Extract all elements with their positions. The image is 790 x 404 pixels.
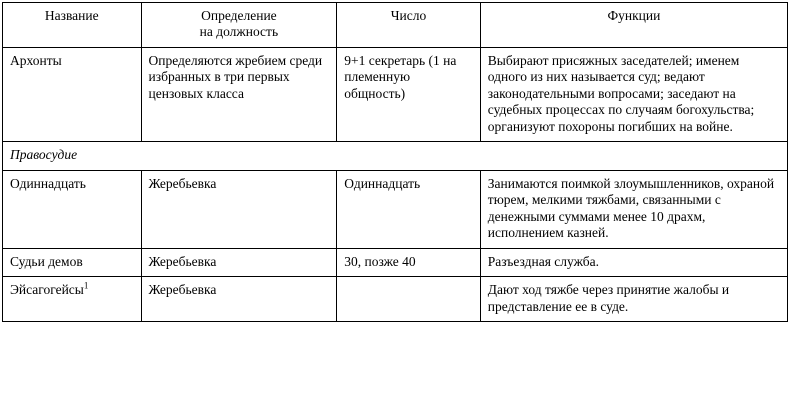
column-header-definition: [141, 3, 337, 48]
cell-definition: Жеребьевка: [141, 277, 337, 322]
column-header-number: Число: [337, 3, 481, 48]
column-header-functions: Функции: [480, 3, 787, 48]
cell-number: Одиннадцать: [337, 170, 481, 248]
column-header-definition-line2: на должность: [199, 24, 279, 40]
cell-definition: Жеребьевка: [141, 248, 337, 276]
table-section-row: [3, 142, 788, 170]
footnote-marker: 1: [83, 280, 89, 291]
document-page: [0, 2, 790, 404]
cell-name-text: Эйсагогейсы: [10, 282, 84, 298]
table-header: [3, 3, 788, 48]
column-header-name: Название: [3, 3, 142, 48]
cell-functions: Выбирают присяжных заседателей; именем одного из них называется суд; ведают законодательными вопросами; заседают на судебных процессах по случаям богохульства; организуют похороны погибших на войне.: [480, 47, 787, 141]
cell-number: 9+1 секретарь (1 на племенную общность): [337, 47, 481, 141]
cell-functions: Занимаются поимкой злоумышленников, охраной тюрем, мелкими тяжбами, связанными с денежными суммами менее 10 драхм, исполнением казней.: [480, 170, 787, 248]
table-row: [3, 170, 788, 248]
table-header-row: [3, 3, 788, 48]
table-row: [3, 277, 788, 322]
table-body: [3, 47, 788, 321]
table-row: [3, 47, 788, 141]
offices-table: [2, 2, 788, 322]
cell-name: Судьи демов: [3, 248, 142, 276]
cell-number: [337, 277, 481, 322]
section-label: Правосудие: [3, 142, 788, 170]
table-row: [3, 248, 788, 276]
cell-name: Одиннадцать: [3, 170, 142, 248]
cell-functions: Разъездная служба.: [480, 248, 787, 276]
cell-number: 30, позже 40: [337, 248, 481, 276]
cell-definition: Жеребьевка: [141, 170, 337, 248]
cell-definition: Определяются жребием среди избранных в три первых цензовых класса: [141, 47, 337, 141]
cell-name: [3, 277, 142, 322]
column-header-definition-line1: Определение: [201, 8, 277, 23]
cell-name: Архонты: [3, 47, 142, 141]
cell-functions: Дают ход тяжбе через принятие жалобы и представление ее в суде.: [480, 277, 787, 322]
